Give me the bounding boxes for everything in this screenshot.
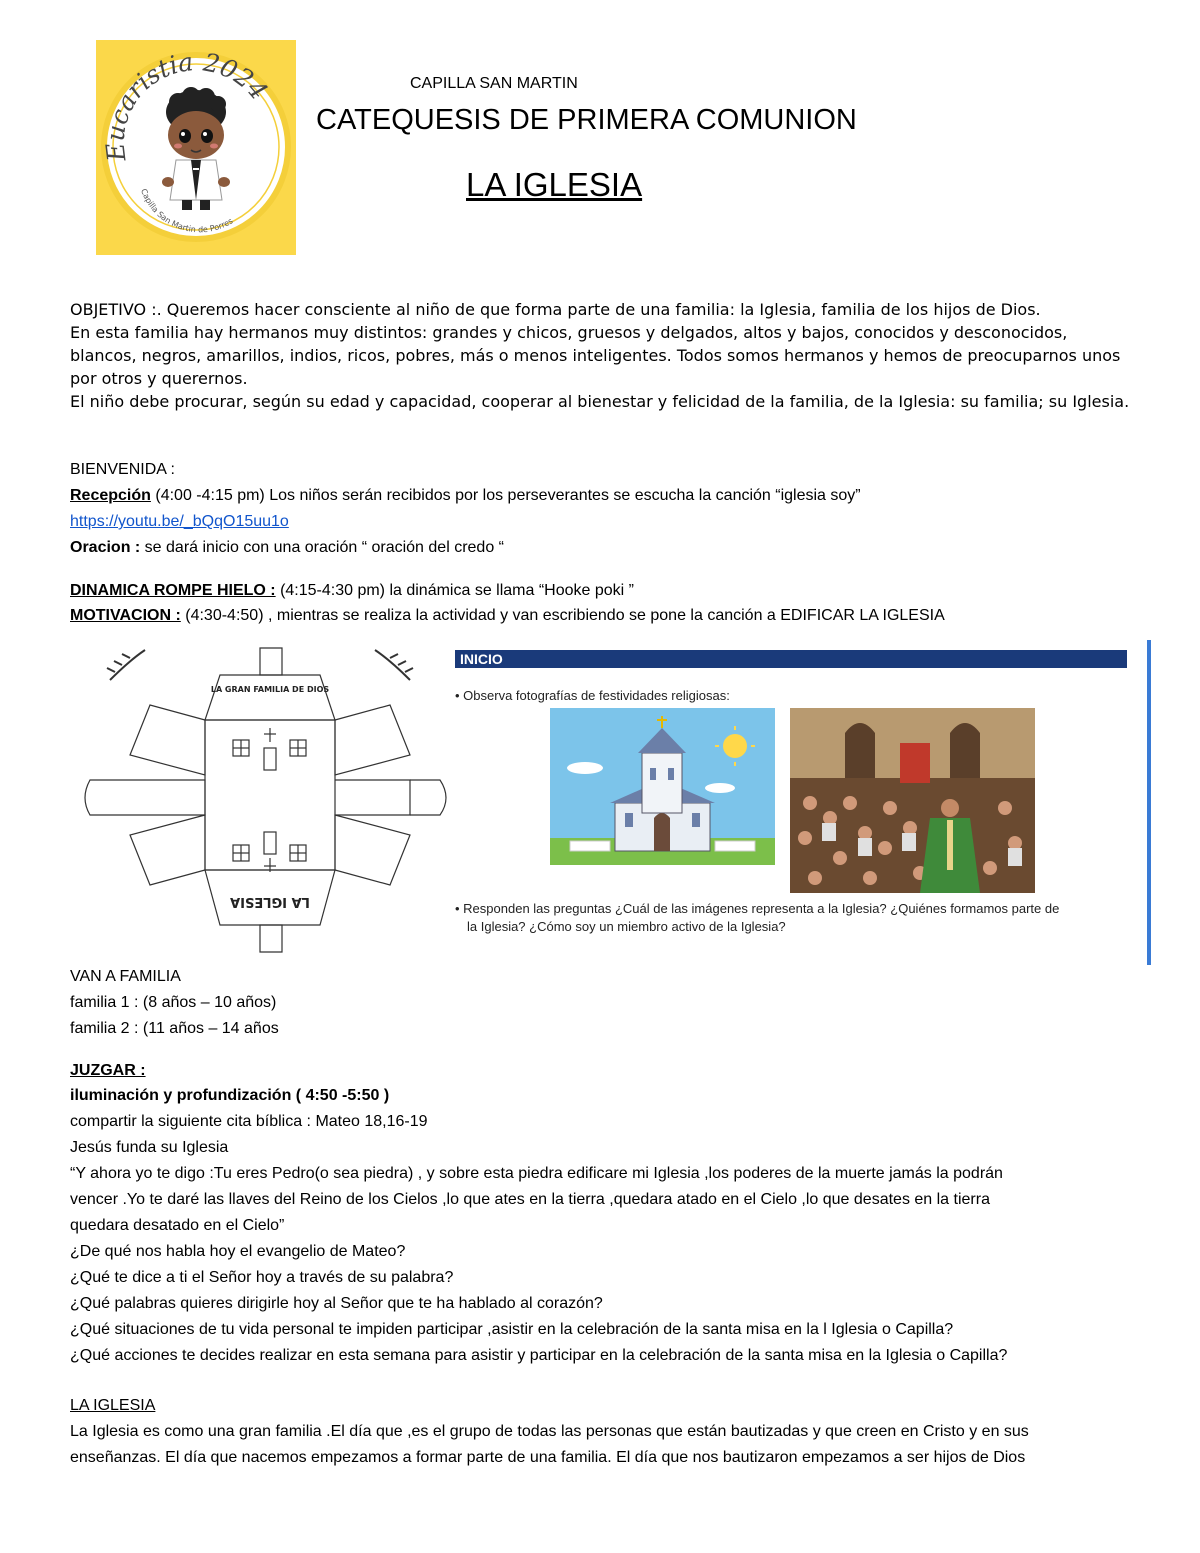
inicio-bullet-2 [455,900,1059,936]
question-1: ¿De qué nos habla hoy el evangelio de Mateo? [70,1243,406,1260]
inicio-heading: INICIO [460,651,503,667]
objetivo-block [70,298,1130,413]
oracion-label: Oracion : [70,539,141,556]
bullet-2-line-1: Responden las preguntas ¿Cuál de las imágenes representa a la Iglesia? ¿Quiénes formamos parte de [463,901,1060,916]
oracion-line [70,537,504,559]
familia-2: familia 2 : (11 años – 14 años [70,1020,279,1037]
objetivo-text: . Queremos hacer consciente al niño de que forma parte de una familia: la Iglesia, familia de los hijos de Dios. [156,300,1041,319]
mass-photo [790,708,1035,893]
familias-title: VAN A FAMILIA [70,968,181,985]
youtube-link[interactable]: https://youtu.be/_bQqO15uu1o [70,513,289,530]
side-accent-line [1147,640,1151,965]
juzgar-heading: JUZGAR : [70,1062,146,1079]
la-iglesia-line-1: La Iglesia es como una gran familia .El día que ,es el grupo de todas las personas que están bautizadas y que creen en Cristo y en sus [70,1423,1029,1440]
eucaristia-logo [96,40,296,255]
question-5: ¿Qué acciones te decides realizar en esta semana para asistir y participar en la celebración de la santa misa en la Iglesia o Capilla? [70,1347,1008,1364]
inicio-panel [455,640,1155,965]
church-template-figure [70,640,453,960]
dinamica-line [70,580,634,602]
logo-arc-text: Eucaristia 2024 [100,47,274,163]
recepcion-line [70,485,861,507]
bullet-1-text: Observa fotografías de festividades religiosas: [463,688,730,703]
quote-line-1: “Y ahora yo te digo :Tu eres Pedro(o sea piedra) , y sobre esta piedra edificare mi Iglesia ,los poderes de la muerte jamás la podrán [70,1165,1003,1182]
objetivo-label: OBJETIVO : [70,300,157,319]
objetivo-paragraph [70,298,1130,321]
recepcion-label: Recepción [70,487,151,504]
dinamica-label: DINAMICA ROMPE HIELO : [70,582,276,599]
inicio-header-bar [455,650,1127,668]
dinamica-text: (4:15-4:30 pm) la dinámica se llama “Hooke poki ” [275,582,634,599]
question-3: ¿Qué palabras quieres dirigirle hoy al Señor que te ha hablado al corazón? [70,1295,603,1312]
la-iglesia-line-2: enseñanzas. El día que nacemos empezamos a formar parte de una familia. El día que nos bautizaron empezamos a ser hijos de Dios [70,1449,1026,1466]
motivacion-text: (4:30-4:50) , mientras se realiza la actividad y van escribiendo se pone la canción a EDIFICAR LA IGLESIA [180,607,945,624]
la-iglesia-heading: LA IGLESIA [70,1397,156,1414]
iluminacion-heading: iluminación y profundización ( 4:50 -5:50 ) [70,1087,390,1104]
objetivo-paragraph-2: En esta familia hay hermanos muy distintos: grandes y chicos, gruesos y delgados, altos y bajos, conocidos y desconocidos, blancos, negros, amarillos, indios, ricos, pobres, más o menos inteligentes. Todos somos hermanos y hemos de preocuparnos unos por otros y querernos. [70,323,1121,388]
template-top-text: LA GRAN FAMILIA DE DIOS [210,685,330,694]
funda-line: Jesús funda su Iglesia [70,1139,229,1156]
cita-line: compartir la siguiente cita bíblica : Mateo 18,16-19 [70,1113,428,1130]
bullet-2-line-2: la Iglesia? ¿Cómo soy un miembro activo de la Iglesia? [467,919,786,934]
page-title: CATEQUESIS DE PRIMERA COMUNION [316,104,857,136]
chapel-name: CAPILLA SAN MARTIN [410,75,578,92]
motivacion-line [70,605,945,627]
bienvenida-heading: BIENVENIDA : [70,461,175,478]
bullet-dot: • [455,901,464,916]
quote-line-3: quedara desatado en el Cielo” [70,1217,285,1234]
bullet-dot: • [455,688,464,703]
inicio-bullet-1 [455,688,730,703]
oracion-text: se dará inicio con una oración “ oración del credo “ [140,539,504,556]
church-illustration [550,708,775,865]
question-4: ¿Qué situaciones de tu vida personal te impiden participar ,asistir en la celebración de la santa misa en la l Iglesia o Capilla? [70,1321,954,1338]
recepcion-text: (4:00 -4:15 pm) Los niños serán recibidos por los perseverantes se escucha la canción “iglesia soy” [150,487,861,504]
page-subtitle: LA IGLESIA [466,166,643,203]
question-2: ¿Qué te dice a ti el Señor hoy a través de su palabra? [70,1269,454,1286]
template-bottom-text: LA IGLESIA [230,894,310,909]
logo-bottom-text: Capilla San Martin de Porres [139,187,235,235]
objetivo-paragraph-3: El niño debe procurar, según su edad y capacidad, cooperar al bienestar y felicidad de la familia, de la Iglesia: su familia; su Iglesia. [70,392,1130,411]
motivacion-label: MOTIVACION : [70,607,181,624]
familia-1: familia 1 : (8 años – 10 años) [70,994,277,1011]
quote-line-2: vencer .Yo te daré las llaves del Reino de los Cielos ,lo que ates en la tierra ,quedara atado en el Cielo ,lo que desates en la tierra [70,1191,990,1208]
